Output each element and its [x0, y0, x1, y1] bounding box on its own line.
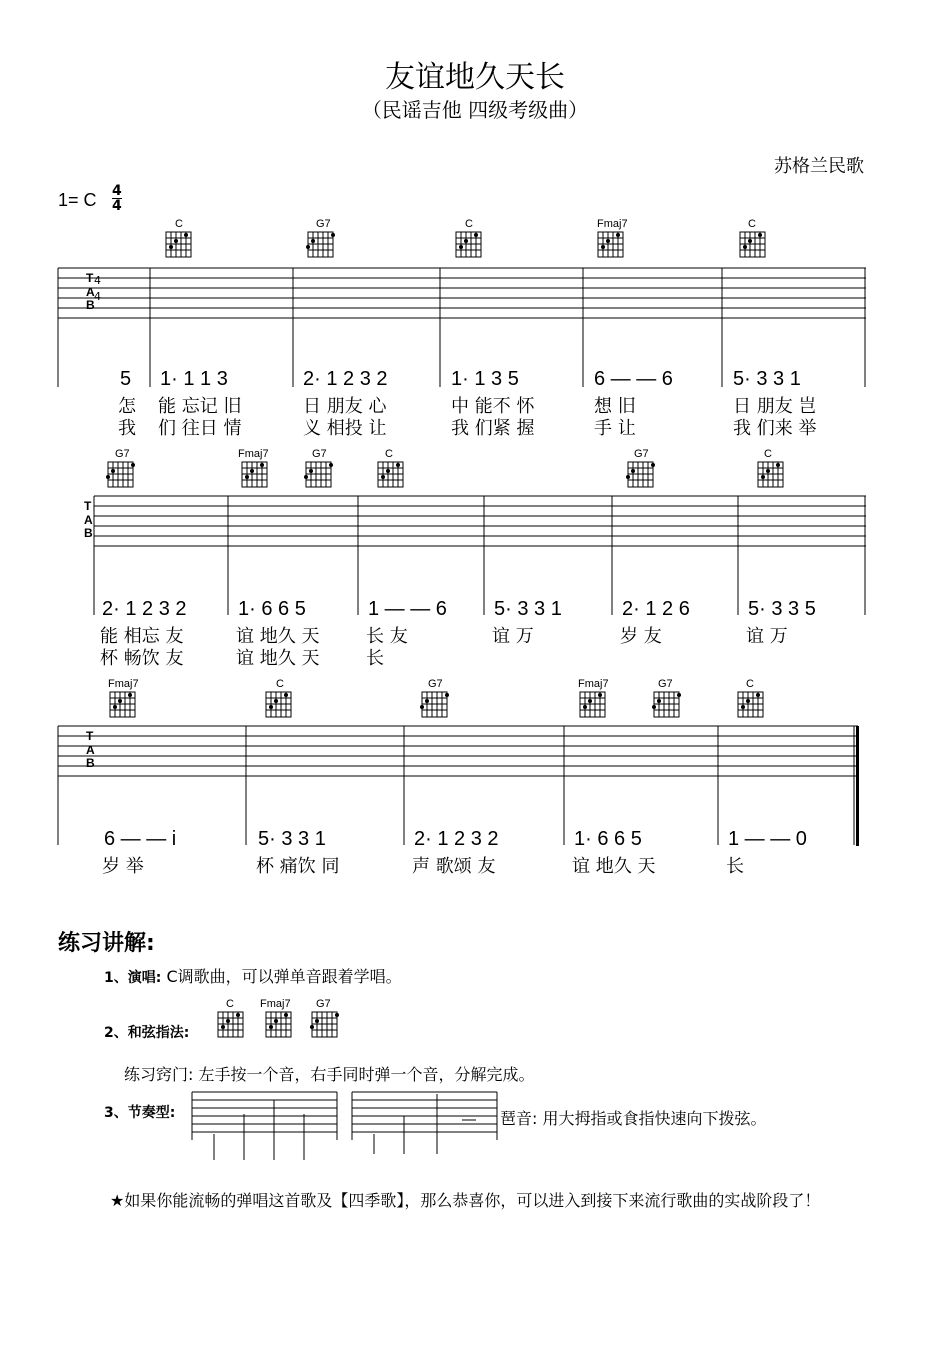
- chord-diagram: [304, 460, 334, 490]
- lyric: 们 往日 情: [158, 418, 242, 439]
- chord-name: Fmaj7: [238, 448, 269, 460]
- jianpu-measure: 6 — — 6: [594, 368, 673, 390]
- lyric: 杯 畅饮 友: [100, 648, 184, 669]
- chord-name: G7: [634, 448, 649, 460]
- lyric: 岁 举: [102, 856, 144, 877]
- lyric: 长 友: [366, 626, 408, 647]
- explain-item-3: [104, 1102, 175, 1122]
- chord-name: C: [748, 218, 756, 230]
- lyric: 杯 痛饮 同: [256, 856, 340, 877]
- jianpu-measure: 1· 6 6 5: [574, 828, 642, 850]
- rhythm-pattern-1: [192, 1090, 342, 1166]
- lyric: 义 相投 让: [303, 418, 387, 439]
- jianpu-measure: 5· 3 3 1: [494, 598, 562, 620]
- svg-text:A: A: [86, 285, 95, 299]
- chord-diagram: [420, 690, 450, 720]
- item-text: 琶音: 用大拇指或食指快速向下拨弦。: [500, 1109, 767, 1128]
- jianpu-measure: 5: [120, 368, 132, 390]
- item-label: 2、和弦指法:: [104, 1025, 190, 1041]
- svg-text:T: T: [84, 499, 92, 513]
- chord-diagram: [106, 460, 136, 490]
- svg-text:A: A: [86, 743, 95, 757]
- lyric: 长: [366, 648, 384, 669]
- lyric: 怎: [118, 396, 136, 417]
- jianpu-measure: 5· 3 3 5: [748, 598, 816, 620]
- jianpu-measure: 2· 1 2 3 2: [414, 828, 499, 850]
- explain-item-2: [104, 1022, 189, 1042]
- final-note: ★如果你能流畅的弹唱这首歌及【四季歌】，那么恭喜你，可以进入到接下来流行歌曲的实战阶段了！: [110, 1191, 821, 1210]
- jianpu-measure: 1 — — 6: [368, 598, 447, 620]
- chord-name: G7: [316, 998, 331, 1010]
- chord-diagram: [216, 1010, 246, 1040]
- chord-name: C: [226, 998, 234, 1010]
- chord-name: G7: [316, 218, 331, 230]
- lyric: 我 们来 举: [733, 418, 817, 439]
- chord-diagram: [264, 690, 294, 720]
- jianpu-measure: 6 — — i: [104, 828, 177, 850]
- lyric: 能 相忘 友: [100, 626, 184, 647]
- svg-text:A: A: [84, 513, 93, 527]
- lyric: 长: [726, 856, 744, 877]
- jianpu-measure: 5· 3 3 1: [733, 368, 801, 390]
- lyric: 我 们紧 握: [451, 418, 535, 439]
- explain-item-1: [104, 964, 402, 987]
- svg-text:B: B: [86, 756, 95, 770]
- chord-name: C: [385, 448, 393, 460]
- rhythm-pattern-2: [352, 1090, 502, 1166]
- jianpu-measure: 5· 3 3 1: [258, 828, 326, 850]
- svg-text:B: B: [86, 298, 95, 312]
- chord-diagram: [264, 1010, 294, 1040]
- chord-name: C: [465, 218, 473, 230]
- lyric: 日 朋友 岂: [733, 396, 817, 417]
- jianpu-measure: 1 — — 0: [728, 828, 807, 850]
- chord-name: Fmaj7: [578, 678, 609, 690]
- lyric: 谊 万: [746, 626, 788, 647]
- chord-name: C: [175, 218, 183, 230]
- chord-diagram: [164, 230, 194, 260]
- jianpu-measure: 2· 1 2 3 2: [303, 368, 388, 390]
- chord-diagram: [596, 230, 626, 260]
- chord-name: C: [746, 678, 754, 690]
- chord-diagram: [376, 460, 406, 490]
- chord-name: G7: [428, 678, 443, 690]
- svg-text:B: B: [84, 526, 93, 540]
- lyric: 声 歌颂 友: [412, 856, 496, 877]
- chord-diagram: [736, 690, 766, 720]
- lyric: 谊 地久 天: [572, 856, 656, 877]
- item-text: C调歌曲，可以弹单音跟着学唱。: [166, 967, 402, 986]
- lyric: 我: [118, 418, 136, 439]
- svg-text:T: T: [86, 271, 94, 285]
- page-subtitle: （民谣吉他 四级考级曲）: [361, 98, 589, 122]
- item-label: 1、演唱:: [104, 970, 162, 986]
- chord-diagram: [310, 1010, 340, 1040]
- lyric: 谊 万: [492, 626, 534, 647]
- composer: 苏格兰民歌: [774, 156, 864, 177]
- chord-name: G7: [115, 448, 130, 460]
- chord-name: G7: [658, 678, 673, 690]
- svg-text:4: 4: [94, 290, 101, 303]
- chord-name: C: [764, 448, 772, 460]
- page-title: 友谊地久天长: [385, 60, 565, 95]
- lyric: 谊 地久 天: [236, 626, 320, 647]
- svg-text:T: T: [86, 729, 94, 743]
- jianpu-measure: 2· 1 2 6: [622, 598, 690, 620]
- lyric: 岁 友: [620, 626, 662, 647]
- chord-diagram: [306, 230, 336, 260]
- chord-diagram: [756, 460, 786, 490]
- lyric: 中 能不 怀: [451, 396, 535, 417]
- chord-name: Fmaj7: [597, 218, 628, 230]
- chord-name: Fmaj7: [108, 678, 139, 690]
- chord-diagram: [578, 690, 608, 720]
- jianpu-measure: 1· 6 6 5: [238, 598, 306, 620]
- chord-diagram: [652, 690, 682, 720]
- item-label: 3、节奏型:: [104, 1105, 176, 1121]
- chord-name: C: [276, 678, 284, 690]
- lyric: 谊 地久 天: [236, 648, 320, 669]
- chord-diagram: [108, 690, 138, 720]
- chord-diagram: [738, 230, 768, 260]
- chord-diagram: [626, 460, 656, 490]
- key-signature: 1= C: [58, 190, 97, 210]
- lyric: 手 让: [594, 418, 636, 439]
- jianpu-measure: 1· 1 1 3: [160, 368, 228, 390]
- lyric: 想 旧: [594, 396, 636, 417]
- chord-name: G7: [312, 448, 327, 460]
- lyric: 能 忘记 旧: [158, 396, 242, 417]
- explain-heading: 练习讲解:: [58, 931, 155, 956]
- lyric: 日 朋友 心: [303, 396, 387, 417]
- jianpu-measure: 1· 1 3 5: [451, 368, 519, 390]
- chord-name: Fmaj7: [260, 998, 291, 1010]
- svg-text:4: 4: [94, 274, 101, 287]
- jianpu-measure: 2· 1 2 3 2: [102, 598, 187, 620]
- chord-diagram: [240, 460, 270, 490]
- practice-tip: 练习窍门: 左手按一个音，右手同时弹一个音，分解完成。: [124, 1065, 535, 1084]
- time-signature: 4 4: [112, 183, 122, 214]
- chord-diagram: [454, 230, 484, 260]
